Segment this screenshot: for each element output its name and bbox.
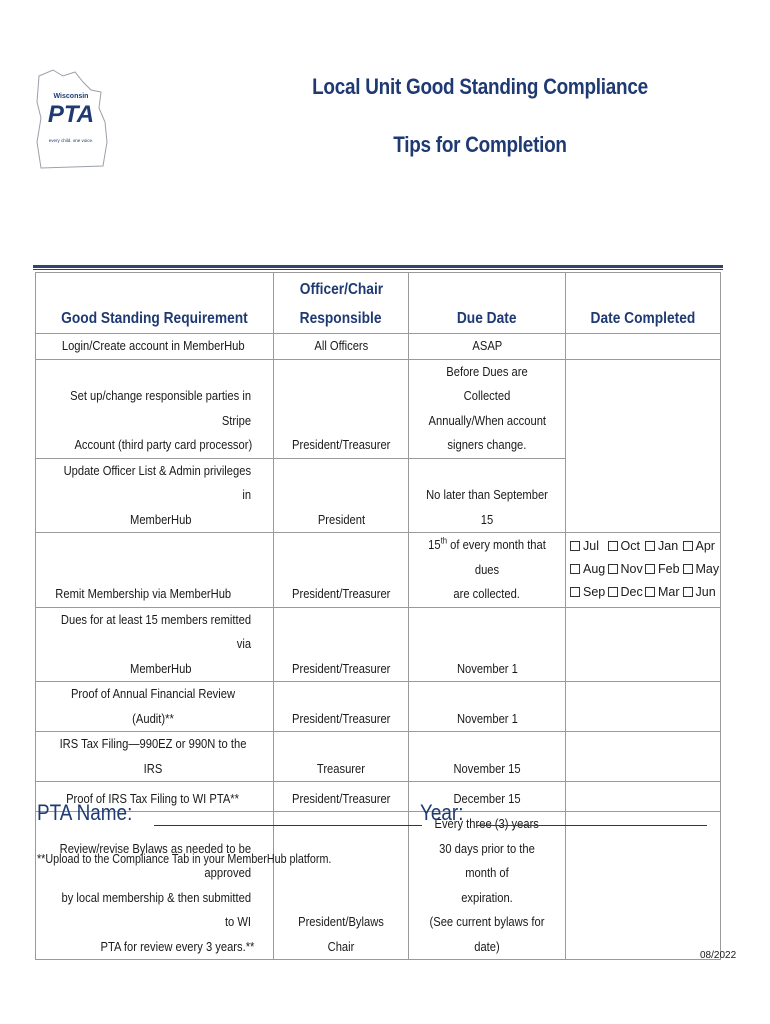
requirement-cell: Login/Create account in MemberHub: [36, 334, 274, 360]
table-row: [36, 607, 721, 682]
checkbox-icon: [683, 541, 693, 551]
month-checkbox[interactable]: Nov: [608, 558, 646, 581]
requirement-cell: Remit Membership via MemberHub: [36, 533, 274, 608]
requirement-cell: Proof of IRS Tax Filing to WI PTA**: [36, 782, 274, 812]
footnote: **Upload to the Compliance Tab in your MemberHub platform.: [37, 852, 332, 866]
officer-cell: President/Treasurer: [274, 782, 409, 812]
table-row: [36, 334, 721, 360]
date-completed-cell[interactable]: [566, 812, 721, 960]
table-row: [36, 682, 721, 732]
due-date-cell: November 1: [409, 682, 566, 732]
officer-cell: President/Treasurer: [274, 533, 409, 608]
requirement-cell: Set up/change responsible parties in Stripe Account (third party card processor): [36, 359, 274, 458]
table-row: [36, 812, 721, 960]
page-subtitle: Tips for Completion: [393, 132, 567, 157]
month-checkbox[interactable]: Sep: [570, 581, 608, 604]
version-date: 08/2022: [700, 950, 737, 961]
wisconsin-pta-logo: [33, 62, 111, 172]
table-row: [36, 359, 721, 458]
logo-line2: PTA: [47, 101, 95, 128]
pta-name-field: [37, 800, 422, 826]
due-date-cell: Before Dues are Collected Annually/When account signers change.: [409, 359, 566, 458]
checkbox-icon: [570, 541, 580, 551]
date-completed-cell[interactable]: [566, 682, 721, 732]
year-label: Year:: [420, 800, 464, 825]
header-rule: [33, 265, 723, 268]
header-officer: Officer/Chair Responsible: [274, 273, 409, 334]
month-checkbox[interactable]: Jan: [645, 535, 683, 558]
month-checkbox[interactable]: May: [683, 558, 721, 581]
checkbox-icon: [608, 541, 618, 551]
header-rule-thin: [33, 269, 723, 270]
requirement-cell: Proof of Annual Financial Review (Audit)**: [36, 682, 274, 732]
date-completed-cell[interactable]: [566, 607, 721, 682]
table-row: [36, 533, 721, 608]
checkbox-icon: [570, 587, 580, 597]
checkbox-icon: [570, 564, 580, 574]
logo-line1: Wisconsin: [53, 93, 89, 100]
checkbox-icon: [608, 587, 618, 597]
month-checklist-cell: [566, 533, 721, 608]
date-completed-cell[interactable]: [566, 334, 721, 360]
checkbox-icon: [608, 564, 618, 574]
date-completed-cell[interactable]: [566, 732, 721, 782]
month-checkbox[interactable]: Jun: [683, 581, 721, 604]
checkbox-icon: [645, 541, 655, 551]
year-field: [420, 800, 707, 826]
header-date-completed: Date Completed: [566, 273, 721, 334]
logo-tagline: every child. one voice.: [48, 138, 94, 143]
due-date-cell: Every three (3) years 30 days prior to the month of expiration. (See current bylaws for date): [409, 812, 566, 960]
due-date-cell: No later than September 15: [409, 458, 566, 533]
checkbox-icon: [645, 587, 655, 597]
officer-cell: Treasurer: [274, 732, 409, 782]
table-row: [36, 732, 721, 782]
month-checkbox[interactable]: Jul: [570, 535, 608, 558]
due-date-cell: 15th of every month that dues are collected.: [409, 533, 566, 608]
header-due-date: Due Date: [409, 273, 566, 334]
checkbox-icon: [645, 564, 655, 574]
pta-name-label: PTA Name:: [37, 800, 133, 825]
officer-cell: President/Bylaws Chair: [274, 812, 409, 960]
month-checkbox[interactable]: Dec: [608, 581, 646, 604]
due-date-cell: December 15: [409, 782, 566, 812]
month-checkbox[interactable]: Aug: [570, 558, 608, 581]
due-date-cell: November 1: [409, 607, 566, 682]
requirement-cell: Update Officer List & Admin privileges in MemberHub: [36, 458, 274, 533]
requirement-cell: Dues for at least 15 members remitted via MemberHub: [36, 607, 274, 682]
officer-cell: President/Treasurer: [274, 682, 409, 732]
officer-cell: President/Treasurer: [274, 607, 409, 682]
month-checkbox[interactable]: Oct: [608, 535, 646, 558]
month-checkbox[interactable]: Mar: [645, 581, 683, 604]
checkbox-icon: [683, 564, 693, 574]
requirement-cell: Review/revise Bylaws as needed to be approved by local membership & then submitted to WI PTA for review every 3 years.**: [36, 812, 274, 960]
due-date-cell: ASAP: [409, 334, 566, 360]
month-checkbox[interactable]: Feb: [645, 558, 683, 581]
checkbox-icon: [683, 587, 693, 597]
officer-cell: All Officers: [274, 334, 409, 360]
officer-cell: President: [274, 458, 409, 533]
due-date-cell: November 15: [409, 732, 566, 782]
table-header-row: [36, 273, 721, 334]
month-checkbox[interactable]: Apr: [683, 535, 721, 558]
header-requirement: Good Standing Requirement: [36, 273, 274, 334]
date-completed-cell[interactable]: [566, 359, 721, 533]
officer-cell: President/Treasurer: [274, 359, 409, 458]
page-title: Local Unit Good Standing Compliance: [312, 74, 648, 99]
year-input[interactable]: [477, 803, 707, 826]
month-checklist: [566, 533, 720, 606]
pta-name-input[interactable]: [154, 803, 422, 826]
requirement-cell: IRS Tax Filing—990EZ or 990N to the IRS: [36, 732, 274, 782]
